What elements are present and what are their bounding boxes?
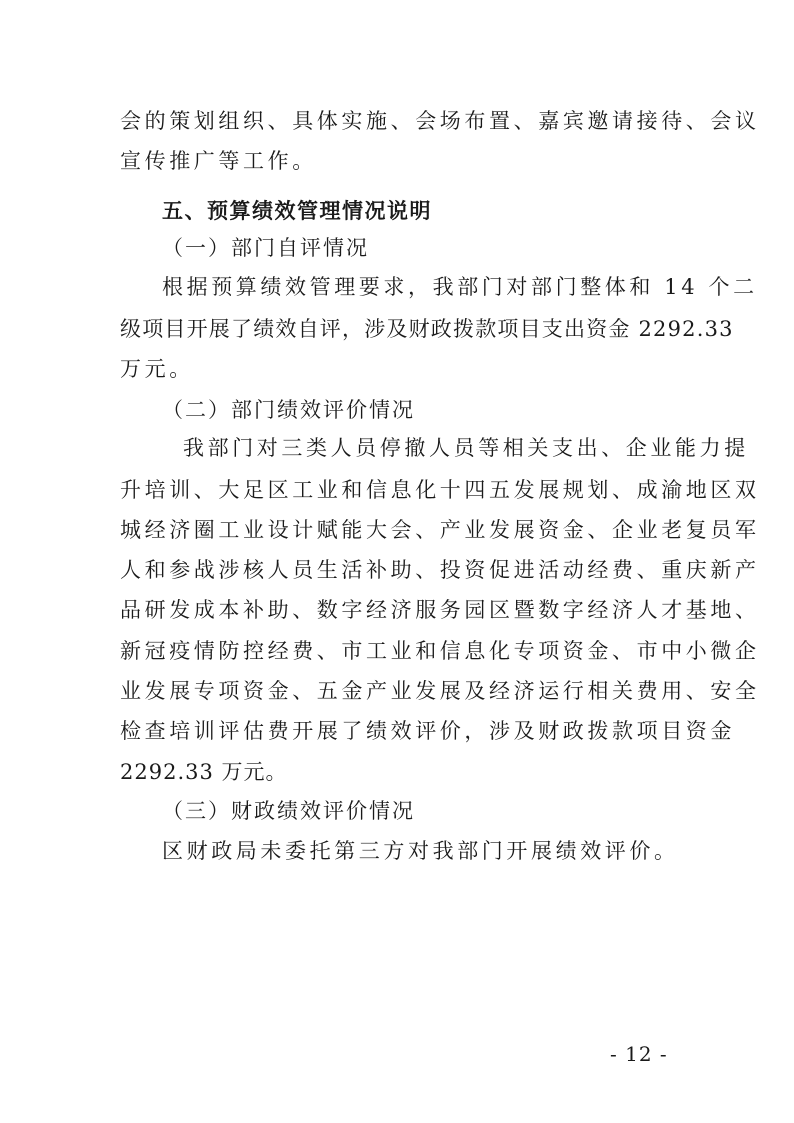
- paragraph-line: 级项目开展了绩效自评，涉及财政拨款项目支出资金 2292.33: [120, 317, 734, 341]
- subsection-heading: （一）部门自评情况: [162, 236, 369, 260]
- paragraph-line: 升培训、大足区工业和信息化十四五发展规划、成渝地区双: [120, 478, 760, 502]
- paragraph-line: 宣传推广等工作。: [120, 149, 317, 173]
- paragraph-line: 人和参战涉核人员生活补助、投资促进活动经费、重庆新产: [120, 558, 760, 582]
- paragraph-line: 我部门对三类人员停撤人员等相关支出、企业能力提: [183, 436, 749, 460]
- page-number: - 12 -: [610, 1042, 668, 1066]
- paragraph-line: 检查培训评估费开展了绩效评价，涉及财政拨款项目资金: [120, 719, 735, 743]
- paragraph-line: 区财政局未委托第三方对我部门开展绩效评价。: [162, 839, 679, 863]
- paragraph-line: 2292.33 万元。: [120, 760, 288, 784]
- paragraph-line: 新冠疫情防控经费、市工业和信息化专项资金、市中小微企: [120, 639, 760, 663]
- paragraph-line: 根据预算绩效管理要求，我部门对部门整体和 14 个二: [162, 275, 758, 299]
- subsection-heading: （二）部门绩效评价情况: [162, 398, 415, 422]
- paragraph-line: 万元。: [120, 357, 194, 381]
- paragraph-line: 会的策划组织、具体实施、会场布置、嘉宾邀请接待、会议: [120, 109, 760, 133]
- paragraph-line: 业发展专项资金、五金产业发展及经济运行相关费用、安全: [120, 679, 760, 703]
- paragraph-line: 城经济圈工业设计赋能大会、产业发展资金、企业老复员军: [120, 518, 760, 542]
- paragraph-line: 品研发成本补助、数字经济服务园区暨数字经济人才基地、: [120, 598, 760, 622]
- section-heading: 五、预算绩效管理情况说明: [162, 199, 432, 223]
- subsection-heading: （三）财政绩效评价情况: [162, 799, 415, 823]
